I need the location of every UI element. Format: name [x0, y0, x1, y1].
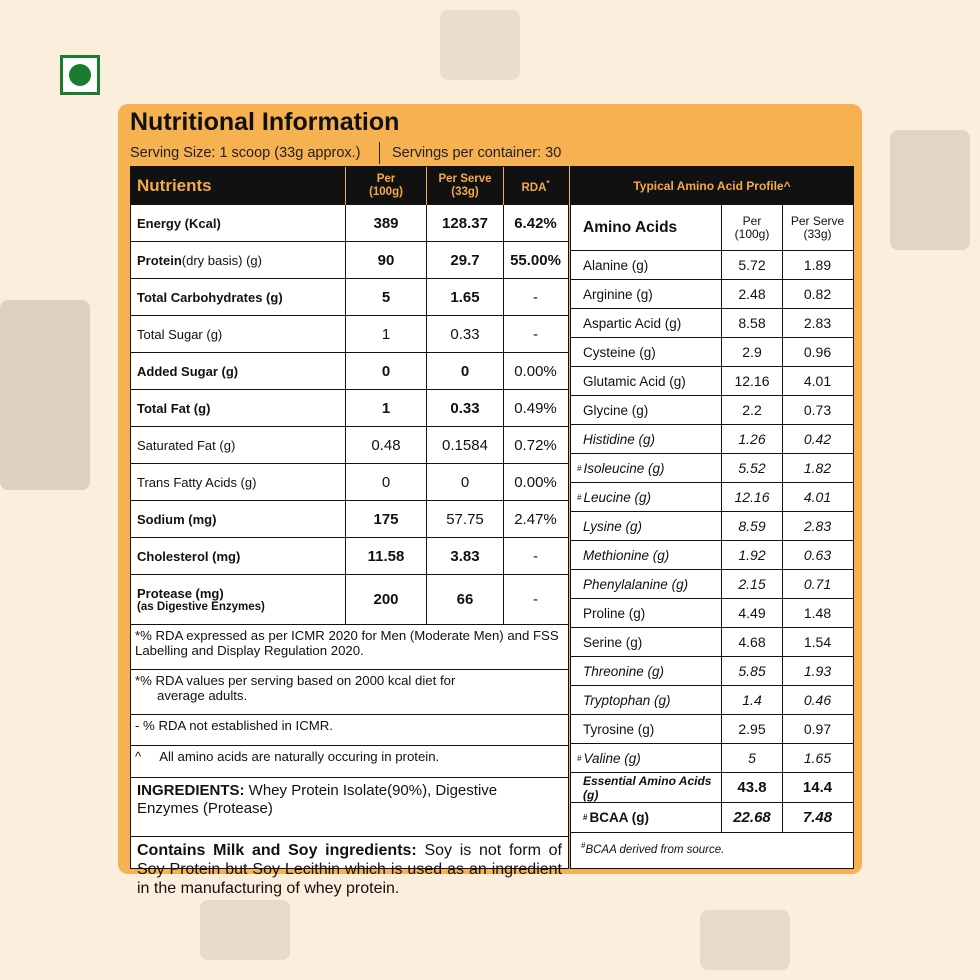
amino-serve: 2.83 — [782, 512, 852, 540]
amino-serve: 0.42 — [782, 425, 852, 453]
nutrient-per100: 1 — [345, 390, 426, 426]
nutrient-name — [131, 353, 345, 389]
nutrient-name — [131, 205, 345, 241]
nutrient-row — [131, 501, 568, 538]
nutrient-per100: 200 — [345, 575, 426, 624]
footnote-text: BCAA derived from source. — [585, 843, 725, 856]
amino-per100-header-b: (100g) — [734, 226, 770, 241]
allergen-text: Soy is not form of Soy Protein but Soy Lecithin which is used as an ingredient in the manufacturing of whey protein. — [137, 842, 562, 897]
amino-table-title: Typical Amino Acid Profile^ — [571, 167, 853, 205]
amino-serve: 0.46 — [782, 686, 852, 714]
bcaa-label: BCAA (g) — [589, 810, 649, 825]
amino-row — [571, 628, 853, 657]
amino-name-text: Leucine (g) — [583, 489, 651, 505]
amino-row — [571, 338, 853, 367]
nutrient-name-extra: (dry basis) (g) — [181, 252, 262, 268]
amino-per100: 8.58 — [721, 309, 782, 337]
amino-name-text: Arginine (g) — [583, 286, 653, 302]
allergen-note — [131, 837, 568, 902]
amino-name — [571, 570, 721, 598]
nutrient-serve: 0 — [426, 353, 503, 389]
amino-name — [571, 657, 721, 685]
amino-per100: 1.4 — [721, 686, 782, 714]
amino-acid-table — [570, 166, 854, 869]
amino-per100: 2.48 — [721, 280, 782, 308]
page-title: Nutritional Information — [130, 108, 400, 136]
nutrient-per100: 389 — [345, 205, 426, 241]
amino-name — [571, 309, 721, 337]
amino-name — [571, 541, 721, 569]
amino-name — [571, 280, 721, 308]
nutrient-row — [131, 427, 568, 464]
nutrient-name-text: Protease (mg) — [137, 586, 224, 601]
nutrient-serve: 128.37 — [426, 205, 503, 241]
amino-row — [571, 396, 853, 425]
nutrition-panel — [118, 104, 862, 897]
background-product-image — [700, 910, 790, 970]
nutrient-rda: 0.00% — [503, 464, 567, 500]
amino-name — [571, 628, 721, 656]
nutrient-serve: 1.65 — [426, 279, 503, 315]
amino-row — [571, 454, 853, 483]
nutrient-per100: 5 — [345, 279, 426, 315]
amino-serve: 0.71 — [782, 570, 852, 598]
amino-name-text: Tryptophan (g) — [583, 692, 671, 708]
amino-name-text: Glutamic Acid (g) — [583, 373, 686, 389]
nutrient-name-text: Trans Fatty Acids (g) — [137, 474, 257, 490]
note-rda-2000kcal — [131, 670, 568, 715]
amino-name-text: Alanine (g) — [583, 257, 649, 273]
amino-row — [571, 483, 853, 512]
amino-serve: 1.54 — [782, 628, 852, 656]
amino-name — [571, 251, 721, 279]
amino-per100: 5.85 — [721, 657, 782, 685]
nutrient-per100: 0 — [345, 464, 426, 500]
amino-name — [571, 744, 721, 772]
nutrient-serve: 3.83 — [426, 538, 503, 574]
background-product-image — [890, 130, 970, 250]
bcaa-name — [571, 803, 721, 832]
amino-name — [571, 396, 721, 424]
amino-per100: 2.15 — [721, 570, 782, 598]
nutrient-rda: 6.42% — [503, 205, 567, 241]
amino-serve: 1.82 — [782, 454, 852, 482]
amino-name-text: Valine (g) — [583, 750, 641, 766]
amino-serve: 2.83 — [782, 309, 852, 337]
nutrient-name-text: Added Sugar (g) — [137, 363, 239, 379]
nutrient-serve: 29.7 — [426, 242, 503, 278]
amino-serve: 4.01 — [782, 367, 852, 395]
amino-row — [571, 570, 853, 599]
amino-name — [571, 338, 721, 366]
amino-row — [571, 715, 853, 744]
amino-name — [571, 599, 721, 627]
background-product-image — [0, 300, 90, 490]
per-serve-header-a: Per Serve — [438, 173, 492, 185]
amino-per100: 1.26 — [721, 425, 782, 453]
nutrient-per100: 90 — [345, 242, 426, 278]
nutrient-rda: - — [503, 575, 567, 624]
amino-name — [571, 454, 721, 482]
rda-header-text — [521, 177, 549, 195]
ingredients-label: INGREDIENTS: — [137, 782, 245, 799]
amino-serve: 0.63 — [782, 541, 852, 569]
amino-name — [571, 483, 721, 511]
nutrient-name-text: Sodium (mg) — [137, 511, 217, 527]
nutrient-serve: 0.1584 — [426, 427, 503, 463]
nutrient-serve: 0.33 — [426, 390, 503, 426]
amino-per100: 12.16 — [721, 367, 782, 395]
amino-serve: 4.01 — [782, 483, 852, 511]
amino-row — [571, 599, 853, 628]
nutrient-serve: 0.33 — [426, 316, 503, 352]
amino-name-header: Amino Acids — [583, 218, 678, 236]
nutrient-row — [131, 316, 568, 353]
amino-name — [571, 686, 721, 714]
amino-name-text: Serine (g) — [583, 634, 643, 650]
note-rda-2000kcal-b: average adults. — [157, 688, 248, 703]
bcaa-row — [571, 803, 853, 833]
essential-amino-name: Essential Amino Acids (g) — [583, 773, 712, 802]
nutrient-row — [131, 353, 568, 390]
serving-divider — [379, 142, 381, 164]
per100-header — [345, 167, 426, 205]
nutrient-name-text: Cholesterol (mg) — [137, 548, 241, 564]
amino-serve: 0.96 — [782, 338, 852, 366]
nutrient-rda: 55.00% — [503, 242, 567, 278]
bcaa-per100: 22.68 — [721, 803, 782, 832]
amino-per100: 1.92 — [721, 541, 782, 569]
nutrient-per100: 0.48 — [345, 427, 426, 463]
note-amino-natural — [131, 746, 568, 778]
amino-serve: 0.82 — [782, 280, 852, 308]
background-product-image — [200, 900, 290, 960]
amino-serve: 1.89 — [782, 251, 852, 279]
bcaa-mark: # — [583, 813, 588, 822]
nutrient-name-text: Total Sugar (g) — [137, 326, 223, 342]
essential-amino-serve: 14.4 — [782, 773, 852, 802]
amino-per100-header — [721, 205, 782, 250]
amino-name-text: Histidine (g) — [583, 431, 656, 447]
amino-per100: 5.72 — [721, 251, 782, 279]
amino-per100: 5.52 — [721, 454, 782, 482]
amino-per100: 5 — [721, 744, 782, 772]
nutrient-name-text: Protein — [137, 252, 182, 268]
amino-row — [571, 512, 853, 541]
nutrient-name — [131, 501, 345, 537]
amino-row — [571, 744, 853, 773]
allergen-label: Contains Milk and Soy ingredients: — [137, 842, 417, 859]
nutrient-name-text: Total Fat (g) — [137, 400, 211, 416]
nutrient-rda: 0.00% — [503, 353, 567, 389]
nutrient-rda: 0.72% — [503, 427, 567, 463]
amino-serve: 1.48 — [782, 599, 852, 627]
amino-name-text: Proline (g) — [583, 605, 646, 621]
bcaa-serve: 7.48 — [782, 803, 852, 832]
per100-header-b: (100g) — [369, 186, 403, 198]
per-serve-header — [426, 167, 503, 205]
note-rda-icmr: *% RDA expressed as per ICMR 2020 for Men (Moderate Men) and FSS Labelling and Display Regulation 2020. — [131, 625, 568, 670]
essential-amino-row — [571, 773, 853, 803]
amino-per100: 2.95 — [721, 715, 782, 743]
note-caret: ^ — [135, 749, 142, 764]
nutrient-rda: 2.47% — [503, 501, 567, 537]
amino-row — [571, 280, 853, 309]
nutrient-row — [131, 575, 568, 625]
amino-serve-header-a: Per Serve — [790, 213, 845, 228]
nutrient-name-text: Total Carbohydrates (g) — [137, 289, 283, 305]
amino-per100: 4.68 — [721, 628, 782, 656]
amino-serve: 1.93 — [782, 657, 852, 685]
nutrient-name — [131, 464, 345, 500]
rda-mark: * — [546, 179, 550, 189]
nutrient-serve: 66 — [426, 575, 503, 624]
bcaa-footnote — [571, 833, 853, 856]
rda-header — [503, 167, 567, 205]
nutrient-rows — [131, 205, 568, 625]
veg-symbol-icon — [60, 55, 100, 95]
nutrient-name-text: Saturated Fat (g) — [137, 437, 236, 453]
amino-row — [571, 541, 853, 570]
nutrient-serve: 57.75 — [426, 501, 503, 537]
amino-name-text: Cysteine (g) — [583, 344, 656, 360]
nutrient-rda: - — [503, 538, 567, 574]
nutrient-rda: 0.49% — [503, 390, 567, 426]
nutrient-name — [131, 316, 345, 352]
nutrient-rda: - — [503, 316, 567, 352]
amino-serve-header — [782, 205, 852, 250]
amino-name — [571, 715, 721, 743]
amino-name — [571, 425, 721, 453]
amino-row — [571, 425, 853, 454]
amino-rows — [571, 251, 853, 773]
amino-per100: 2.2 — [721, 396, 782, 424]
amino-name-text: Glycine (g) — [583, 402, 649, 418]
amino-name-text: Phenylalanine (g) — [583, 576, 689, 592]
amino-row — [571, 686, 853, 715]
amino-serve: 1.65 — [782, 744, 852, 772]
amino-row — [571, 657, 853, 686]
nutrient-per100: 1 — [345, 316, 426, 352]
amino-mark: # — [577, 753, 582, 763]
amino-per100: 2.9 — [721, 338, 782, 366]
amino-per100-header-a: Per — [742, 213, 762, 228]
amino-name-text: Isoleucine (g) — [583, 460, 665, 476]
amino-mark: # — [577, 492, 582, 502]
amino-name — [571, 367, 721, 395]
nutrient-row — [131, 205, 568, 242]
footnote-mark: # — [581, 841, 586, 850]
servings-per-container: Servings per container: 30 — [392, 145, 562, 161]
notes-section — [131, 625, 568, 902]
nutrients-header: Nutrients — [137, 176, 212, 195]
amino-row — [571, 309, 853, 338]
amino-name-text: Aspartic Acid (g) — [583, 315, 682, 331]
note-rda-2000kcal-a: *% RDA values per serving based on 2000 kcal diet for — [135, 673, 456, 688]
nutrient-name — [131, 538, 345, 574]
nutrient-name-text: Energy (Kcal) — [137, 215, 221, 231]
amino-serve-header-b: (33g) — [803, 226, 832, 241]
nutrient-row — [131, 279, 568, 316]
nutrient-row — [131, 464, 568, 501]
serving-info — [130, 142, 561, 164]
amino-serve: 0.73 — [782, 396, 852, 424]
nutrient-name-extra: (as Digestive Enzymes) — [137, 601, 265, 613]
nutrients-table — [130, 166, 569, 897]
amino-row — [571, 367, 853, 396]
amino-name-text: Methionine (g) — [583, 547, 670, 563]
nutrients-table-header — [131, 167, 568, 205]
amino-per100: 4.49 — [721, 599, 782, 627]
note-rda-not-established: - % RDA not established in ICMR. — [131, 715, 568, 746]
nutrient-row — [131, 390, 568, 427]
amino-name-text: Tyrosine (g) — [583, 721, 655, 737]
veg-dot — [69, 64, 91, 86]
nutrient-name — [131, 242, 345, 278]
amino-per100: 12.16 — [721, 483, 782, 511]
amino-table-header — [571, 205, 853, 251]
nutrient-rda: - — [503, 279, 567, 315]
nutrient-per100: 175 — [345, 501, 426, 537]
per100-header-a: Per — [376, 173, 396, 185]
amino-name-text: Threonine (g) — [583, 663, 665, 679]
amino-name-text: Lysine (g) — [583, 518, 643, 534]
rda-label: RDA — [521, 181, 547, 194]
background-product-image — [440, 10, 520, 80]
nutrient-per100: 11.58 — [345, 538, 426, 574]
serving-size: Serving Size: 1 scoop (33g approx.) — [130, 145, 361, 161]
nutrient-row — [131, 538, 568, 575]
amino-per100: 8.59 — [721, 512, 782, 540]
amino-name — [571, 512, 721, 540]
ingredients-text: Whey Protein Isolate(90%), Digestive Enzymes (Protease) — [137, 782, 498, 817]
nutrient-name — [131, 390, 345, 426]
amino-row — [571, 251, 853, 280]
nutrient-name — [131, 575, 345, 624]
nutrient-name — [131, 427, 345, 463]
nutrient-serve: 0 — [426, 464, 503, 500]
nutrient-row — [131, 242, 568, 279]
per-serve-header-b: (33g) — [451, 186, 479, 198]
nutrient-per100: 0 — [345, 353, 426, 389]
ingredients-note — [131, 778, 568, 837]
amino-serve: 0.97 — [782, 715, 852, 743]
essential-amino-per100: 43.8 — [721, 773, 782, 802]
note-amino-text: All amino acids are naturally occuring in protein. — [159, 749, 440, 764]
nutrient-name — [131, 279, 345, 315]
amino-mark: # — [577, 463, 582, 473]
